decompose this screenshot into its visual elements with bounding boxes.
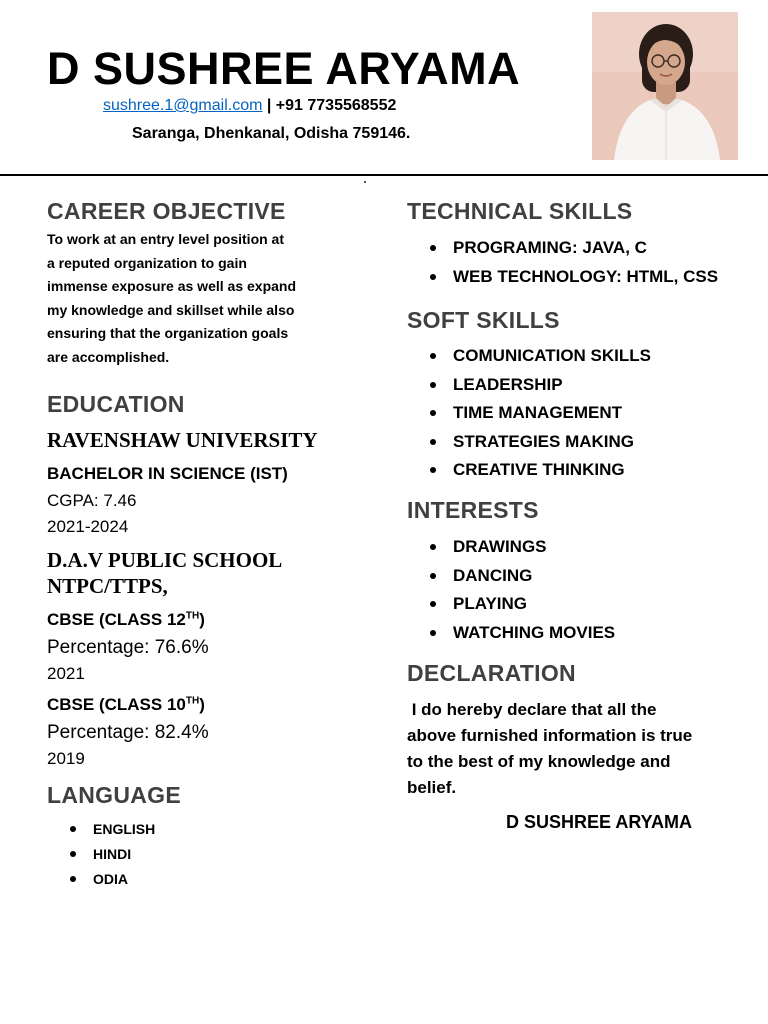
declaration-line: above furnished information is true bbox=[407, 726, 693, 745]
degree: BACHELOR IN SCIENCE (IST) bbox=[47, 464, 288, 483]
university-name: RAVENSHAW UNIVERSITY bbox=[47, 428, 318, 452]
school-name-line2: NTPC/TTPS, bbox=[47, 574, 168, 598]
header-divider bbox=[0, 174, 768, 176]
list-item: PROGRAMING: JAVA, C bbox=[407, 234, 718, 263]
objective-line: my knowledge and skillset while also bbox=[47, 301, 295, 318]
school-name-line1: D.A.V PUBLIC SCHOOL bbox=[47, 548, 283, 572]
list-item: TIME MANAGEMENT bbox=[407, 399, 651, 428]
email-link[interactable]: sushree.1@gmail.com bbox=[103, 97, 263, 114]
signature-name: D SUSHREE ARYAMA bbox=[506, 812, 693, 832]
class12-year: 2021 bbox=[47, 664, 85, 683]
objective-line: are accomplished. bbox=[47, 348, 170, 365]
interests-list bbox=[407, 533, 615, 647]
school-name bbox=[47, 547, 282, 599]
objective-line: To work at an entry level position at bbox=[47, 231, 285, 247]
declaration-line: I do hereby declare that all the bbox=[407, 700, 657, 719]
objective-line: a reputed organization to gain bbox=[47, 254, 247, 271]
list-item: DANCING bbox=[407, 562, 615, 591]
class10-label: CBSE (CLASS 10TH) bbox=[47, 695, 205, 714]
contact-line bbox=[103, 97, 396, 115]
list-item: COMUNICATION SKILLS bbox=[407, 342, 651, 371]
decorative-dot bbox=[364, 181, 366, 183]
list-item: HINDI bbox=[47, 842, 155, 867]
address: Saranga, Dhenkanal, Odisha 759146. bbox=[132, 125, 411, 142]
list-item: ENGLISH bbox=[47, 817, 155, 842]
list-item: ODIA bbox=[47, 867, 155, 892]
technical-skills-list bbox=[407, 234, 718, 291]
soft-skills-heading: SOFT SKILLS bbox=[407, 307, 560, 333]
cgpa: CGPA: 7.46 bbox=[47, 491, 137, 510]
list-item: DRAWINGS bbox=[407, 533, 615, 562]
technical-skills-heading: TECHNICAL SKILLS bbox=[407, 198, 633, 224]
declaration-line: to the best of my knowledge and bbox=[407, 752, 671, 771]
soft-skills-list bbox=[407, 342, 651, 485]
interests-heading: INTERESTS bbox=[407, 497, 539, 523]
list-item: CREATIVE THINKING bbox=[407, 456, 651, 485]
phone-number: +91 7735568552 bbox=[275, 97, 397, 114]
class10-percentage: Percentage: 82.4% bbox=[47, 722, 209, 743]
declaration-heading: DECLARATION bbox=[407, 660, 576, 686]
objective-line: ensuring that the organization goals bbox=[47, 325, 289, 342]
career-objective-text bbox=[47, 228, 357, 370]
language-heading: LANGUAGE bbox=[47, 782, 182, 808]
resume-name: D SUSHREE ARYAMA bbox=[47, 43, 521, 94]
declaration-line: belief. bbox=[407, 778, 457, 797]
declaration-text bbox=[407, 697, 737, 801]
list-item: LEADERSHIP bbox=[407, 371, 651, 400]
degree-years: 2021-2024 bbox=[47, 517, 129, 536]
list-item: STRATEGIES MAKING bbox=[407, 428, 651, 457]
education-heading: EDUCATION bbox=[47, 391, 185, 417]
class12-percentage: Percentage: 76.6% bbox=[47, 637, 209, 658]
class10-year: 2019 bbox=[47, 749, 85, 768]
list-item: WATCHING MOVIES bbox=[407, 619, 615, 648]
profile-photo bbox=[592, 12, 738, 160]
career-objective-heading: CAREER OBJECTIVE bbox=[47, 198, 286, 224]
language-list bbox=[47, 817, 155, 892]
profile-photo-image bbox=[592, 12, 738, 160]
contact-separator: | bbox=[262, 97, 276, 114]
class12-label: CBSE (CLASS 12TH) bbox=[47, 610, 205, 629]
list-item: PLAYING bbox=[407, 590, 615, 619]
list-item: WEB TECHNOLOGY: HTML, CSS bbox=[407, 263, 718, 292]
objective-line: immense exposure as well as expand bbox=[47, 278, 297, 295]
